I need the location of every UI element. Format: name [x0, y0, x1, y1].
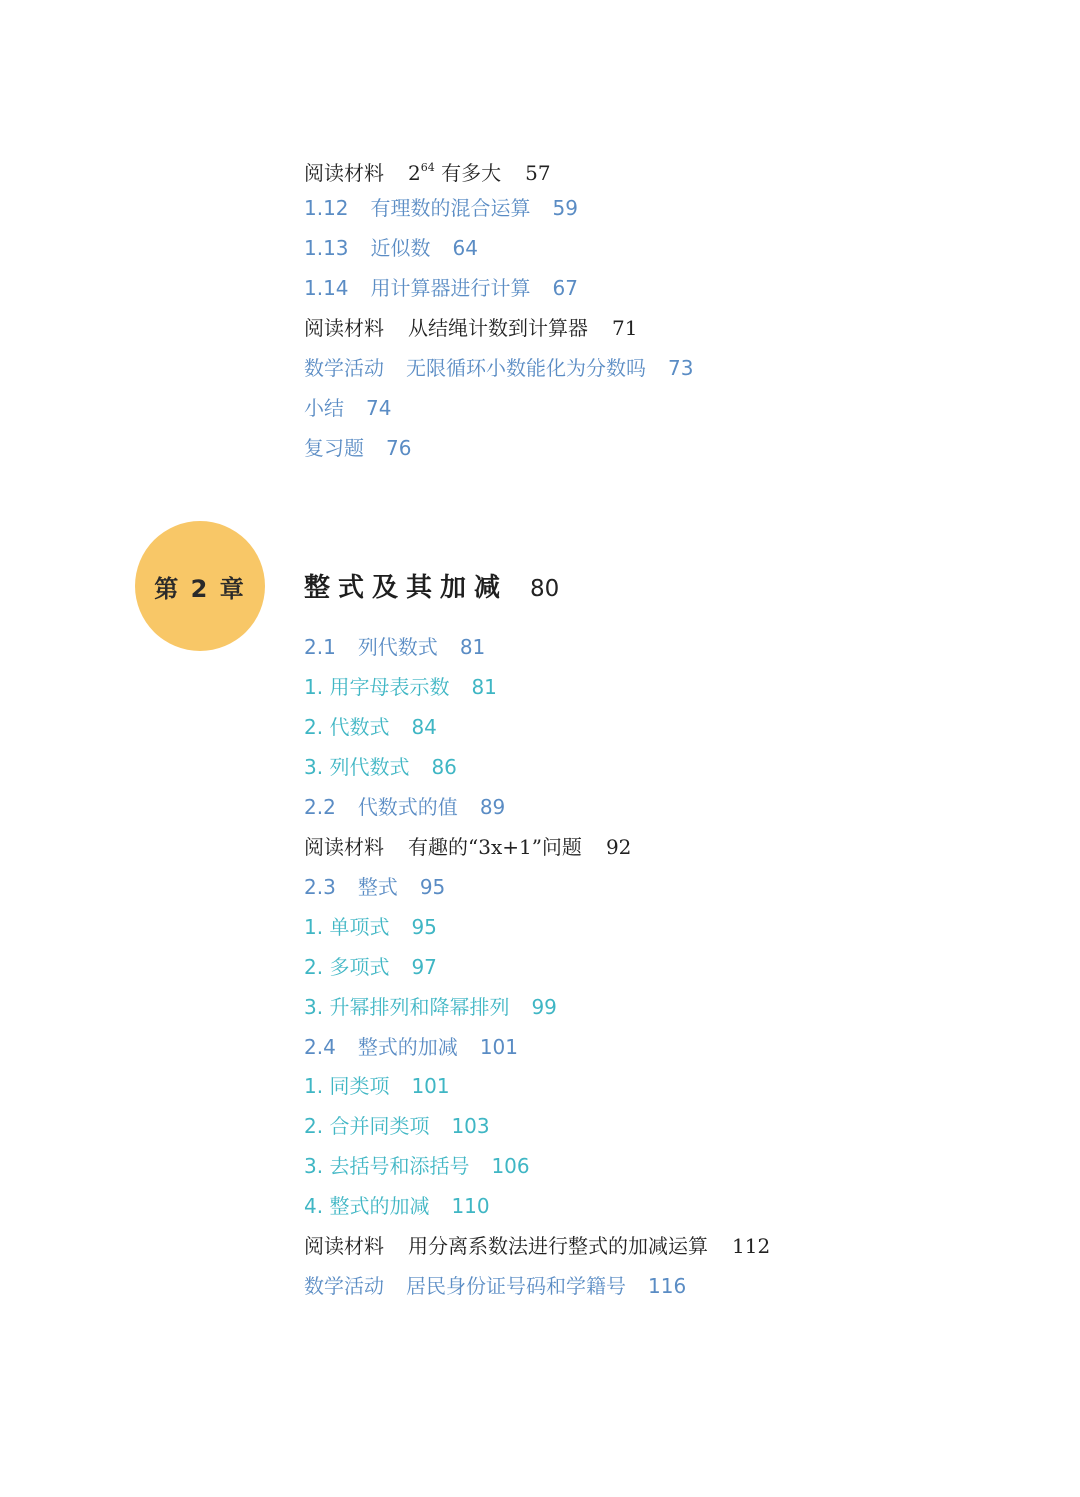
entry-label: 阅读材料 [304, 1234, 384, 1258]
entry-label: 数学活动 [304, 1274, 384, 1298]
entry-title: 多项式 [329, 955, 390, 979]
entry-page: 76 [386, 436, 412, 460]
toc-entry-math-activity[interactable] [304, 350, 693, 386]
toc-subentry[interactable] [304, 949, 437, 985]
entry-label: 1.12 [304, 196, 349, 220]
toc-entry-math-activity-id[interactable] [304, 1268, 686, 1304]
toc-entry-2-1[interactable] [304, 629, 485, 665]
entry-title: 列代数式 [329, 755, 410, 779]
entry-label: 阅读材料 [304, 316, 384, 340]
toc-entry-1-14[interactable] [304, 270, 578, 306]
entry-page: 74 [366, 396, 392, 420]
entry-title: 用计算器进行计算 [370, 276, 531, 300]
toc-subentry[interactable] [304, 749, 457, 785]
entry-title: 去括号和添括号 [329, 1154, 470, 1178]
entry-title: 单项式 [329, 915, 390, 939]
entry-label: 3. [304, 1154, 324, 1178]
entry-page: 84 [411, 715, 437, 739]
toc-subentry[interactable] [304, 709, 437, 745]
toc-entry-2-3[interactable] [304, 869, 445, 905]
toc-entry-summary[interactable] [304, 390, 391, 426]
entry-label: 2. [304, 715, 324, 739]
entry-label: 阅读材料 [304, 835, 384, 859]
entry-label: 1. [304, 915, 324, 939]
entry-title: 无限循环小数能化为分数吗 [406, 356, 646, 380]
entry-page: 112 [732, 1234, 771, 1258]
entry-page: 64 [452, 236, 478, 260]
entry-label: 小结 [304, 396, 344, 420]
entry-page: 101 [479, 1035, 518, 1059]
entry-label: 阅读材料 [304, 161, 384, 185]
entry-title: 用字母表示数 [329, 675, 450, 699]
entry-label: 1.13 [304, 236, 349, 260]
entry-page: 106 [491, 1154, 530, 1178]
entry-page: 89 [479, 795, 506, 819]
toc-subentry[interactable] [304, 1148, 530, 1184]
entry-label: 数学活动 [304, 356, 384, 380]
entry-page: 97 [411, 955, 437, 979]
entry-title: 整式的加减 [357, 1035, 458, 1059]
toc-subentry[interactable] [304, 669, 497, 705]
toc-entry-1-13[interactable] [304, 230, 478, 266]
entry-title: 列代数式 [357, 635, 438, 659]
entry-page: 71 [612, 316, 638, 340]
entry-page: 73 [668, 356, 694, 380]
entry-page: 103 [451, 1114, 490, 1138]
entry-label: 1. [304, 1074, 324, 1098]
entry-label: 3. [304, 995, 324, 1019]
entry-page: 67 [552, 276, 578, 300]
entry-title: 用分离系数法进行整式的加减运算 [408, 1234, 708, 1258]
entry-label: 1. [304, 675, 324, 699]
toc-entry-reading-separation[interactable] [304, 1228, 770, 1264]
toc-entry-review[interactable] [304, 430, 411, 466]
toc-subentry[interactable] [304, 1068, 450, 1104]
entry-page: 110 [451, 1194, 490, 1218]
toc-subentry[interactable] [304, 1188, 490, 1224]
entry-label: 复习题 [304, 436, 364, 460]
entry-title-exponent: 64 [420, 161, 435, 174]
entry-page: 81 [459, 635, 486, 659]
entry-title: 升幂排列和降幂排列 [329, 995, 510, 1019]
chapter-badge-label: 第 2 章 [154, 574, 246, 603]
entry-title: 居民身份证号码和学籍号 [406, 1274, 626, 1298]
entry-title: 近似数 [370, 236, 431, 260]
entry-title: 有理数的混合运算 [370, 196, 531, 220]
toc-entry-2-4[interactable] [304, 1029, 518, 1065]
entry-title: 整式 [357, 875, 398, 899]
chapter-page: 80 [530, 576, 560, 602]
entry-title: 从结绳计数到计算器 [408, 316, 588, 340]
entry-title: 代数式 [329, 715, 390, 739]
toc-entry-reading-3x1[interactable] [304, 829, 631, 865]
entry-page: 99 [531, 995, 557, 1019]
chapter-badge [135, 521, 265, 651]
entry-page: 95 [411, 915, 437, 939]
entry-title: 同类项 [329, 1074, 390, 1098]
toc-entry-reading-2-64[interactable] [304, 150, 551, 186]
toc-entry-2-2[interactable] [304, 789, 505, 825]
entry-title: 合并同类项 [329, 1114, 430, 1138]
entry-page: 92 [605, 835, 632, 859]
chapter-heading[interactable] [304, 566, 559, 610]
entry-label: 2.2 [304, 795, 336, 819]
entry-label: 2. [304, 1114, 324, 1138]
entry-label: 2.1 [304, 635, 336, 659]
entry-page: 116 [648, 1274, 687, 1298]
entry-page: 81 [471, 675, 497, 699]
toc-subentry[interactable] [304, 989, 557, 1025]
entry-page: 59 [552, 196, 578, 220]
entry-page: 101 [411, 1074, 450, 1098]
entry-title: 代数式的值 [357, 795, 458, 819]
entry-title-base: 2 [408, 161, 421, 185]
entry-label: 4. [304, 1194, 324, 1218]
entry-page: 86 [431, 755, 457, 779]
entry-label: 3. [304, 755, 324, 779]
entry-page: 57 [525, 161, 551, 185]
entry-title: 整式的加减 [329, 1194, 430, 1218]
toc-entry-1-12[interactable] [304, 190, 578, 226]
entry-label: 2.4 [304, 1035, 336, 1059]
entry-title-rest: 有多大 [434, 161, 502, 185]
toc-subentry[interactable] [304, 909, 437, 945]
toc-subentry[interactable] [304, 1108, 490, 1144]
entry-label: 2.3 [304, 875, 336, 899]
toc-entry-reading-calculator[interactable] [304, 310, 637, 346]
entry-label: 2. [304, 955, 324, 979]
entry-page: 95 [419, 875, 446, 899]
entry-title: 有趣的“3x+1”问题 [408, 835, 582, 859]
entry-label: 1.14 [304, 276, 349, 300]
chapter-title: 整式及其加减 [304, 573, 509, 603]
